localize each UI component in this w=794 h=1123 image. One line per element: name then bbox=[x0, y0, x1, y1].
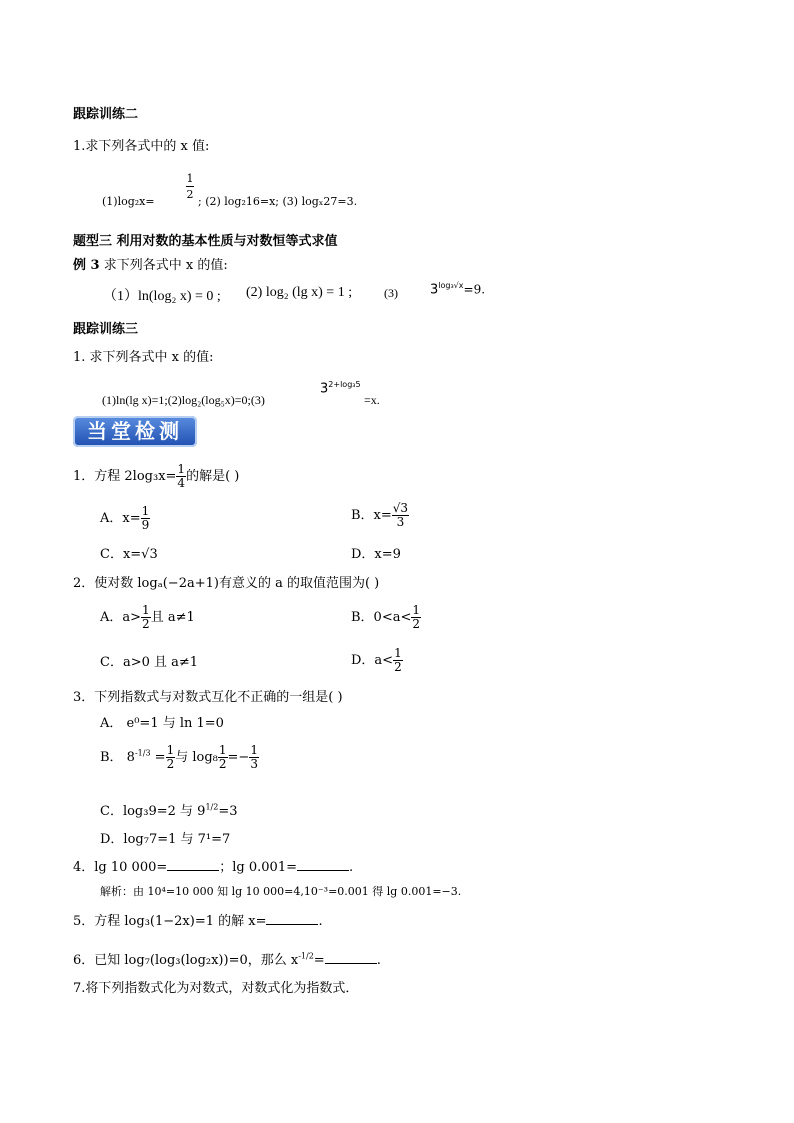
question-1-option-c[interactable]: C．x=√3 bbox=[100, 547, 158, 562]
option-text: B．0<a< bbox=[351, 610, 412, 625]
followup3-title: 跟踪训练三 bbox=[73, 322, 139, 337]
option-text: A．a> bbox=[100, 610, 142, 625]
denominator: 2 bbox=[166, 757, 175, 771]
question-3-option-b[interactable] bbox=[100, 744, 259, 771]
answer-blank[interactable] bbox=[167, 858, 219, 871]
fraction-bar bbox=[186, 186, 194, 187]
option-text: D．a< bbox=[351, 653, 394, 668]
type3-title: 题型三 利用对数的基本性质与对数恒等式求值 bbox=[73, 234, 338, 249]
exp-tail: =9. bbox=[463, 282, 486, 297]
denominator: 2 bbox=[218, 757, 227, 771]
question-text: . bbox=[349, 860, 354, 875]
followup3-exp bbox=[320, 380, 361, 396]
followup3-question: 1. 求下列各式中 x 的值: bbox=[73, 350, 214, 365]
example3 bbox=[73, 254, 228, 273]
exponent: -1/2 bbox=[298, 951, 314, 961]
question-2-option-a[interactable] bbox=[100, 604, 195, 631]
question-text: = bbox=[313, 953, 325, 968]
example-part3-expr bbox=[430, 281, 485, 297]
question-text: 5．方程 log₃(1−2x)=1 的解 x= bbox=[73, 914, 267, 929]
fraction bbox=[249, 744, 259, 771]
denominator: 2 bbox=[394, 660, 402, 674]
question-3-option-a[interactable]: A． e⁰=1 与 ln 1=0 bbox=[100, 716, 224, 731]
example-text: 求下列各式中 x 的值: bbox=[103, 258, 228, 273]
numerator: 1 bbox=[142, 603, 150, 617]
denominator: 2 bbox=[142, 617, 150, 631]
numerator: 1 bbox=[166, 743, 175, 757]
exp-base: 3 bbox=[430, 282, 439, 298]
question-1-option-b[interactable] bbox=[351, 502, 409, 529]
fraction-numerator: 1 bbox=[186, 172, 194, 185]
fraction-denominator: 2 bbox=[186, 188, 194, 201]
question-3-option-c[interactable] bbox=[100, 800, 237, 819]
question-text: 6．已知 log₇(log₃(log₂x))=0，那么 x bbox=[73, 953, 299, 968]
followup2-question: 1.求下列各式中的 x 值: bbox=[73, 139, 210, 154]
question-text: . bbox=[318, 914, 323, 929]
exp-power: 2+log₃5 bbox=[328, 380, 361, 389]
question-1-option-d[interactable]: D．x=9 bbox=[351, 547, 401, 562]
denominator: 4 bbox=[177, 476, 186, 490]
numerator: 1 bbox=[177, 462, 186, 476]
option-eq: =− bbox=[227, 750, 250, 765]
option-mid: 与 log₈ bbox=[175, 750, 218, 765]
option-tail: =3 bbox=[218, 804, 238, 819]
numerator: 1 bbox=[218, 743, 227, 757]
question-2-option-b[interactable] bbox=[351, 604, 421, 631]
fraction bbox=[393, 647, 403, 674]
followup3-line: (1)ln(lg x)=1;(2)log₂(log₅x)=0;(3) bbox=[102, 393, 265, 407]
section-banner: 当堂检测 bbox=[73, 416, 197, 447]
stem-tail: 的解是( ) bbox=[186, 469, 240, 484]
question-5 bbox=[73, 910, 323, 929]
exp-base: 3 bbox=[320, 381, 329, 397]
question-4-analysis: 解析：由 10⁴=10 000 知 lg 10 000=4,10⁻³=0.001 得 lg 0.001=−3. bbox=[100, 885, 462, 898]
denominator: 3 bbox=[396, 515, 405, 529]
option-text: C．log₃9=2 与 9 bbox=[100, 804, 206, 819]
fraction bbox=[166, 744, 176, 771]
option-text: B．x= bbox=[351, 508, 392, 523]
question-7: 7.将下列指数式化为对数式，对数式化为指数式． bbox=[73, 981, 359, 996]
question-4 bbox=[73, 856, 353, 875]
numerator: 1 bbox=[141, 504, 150, 518]
numerator: 1 bbox=[394, 646, 402, 660]
exponent: -1/3 bbox=[134, 748, 151, 758]
question-2-option-d[interactable] bbox=[351, 647, 403, 674]
denominator: 9 bbox=[141, 518, 150, 532]
question-3-stem: 3．下列指数式与对数式互化不正确的一组是( ) bbox=[73, 690, 343, 705]
exponent: 1/2 bbox=[205, 802, 219, 812]
example-part1: （1）ln(log₂ x) = 0 ; bbox=[103, 289, 221, 304]
question-text: 4．lg 10 000= bbox=[73, 860, 168, 875]
question-6 bbox=[73, 949, 381, 968]
numerator: 1 bbox=[250, 743, 258, 757]
option-text: B． 8 bbox=[100, 750, 135, 765]
fraction bbox=[218, 744, 228, 771]
example-part3-label: (3) bbox=[384, 286, 398, 300]
followup2-title: 跟踪训练二 bbox=[73, 107, 139, 122]
fraction bbox=[392, 502, 409, 529]
answer-blank[interactable] bbox=[325, 951, 377, 964]
question-text: . bbox=[376, 953, 381, 968]
option-text: A．x= bbox=[100, 511, 141, 526]
question-1-option-a[interactable] bbox=[100, 505, 150, 532]
followup2-part1: (1)log₂x= bbox=[102, 195, 155, 208]
stem-text: 1．方程 2log₃x= bbox=[73, 469, 177, 484]
denominator: 2 bbox=[412, 617, 421, 631]
question-3-option-d[interactable]: D．log₇7=1 与 7¹=7 bbox=[100, 832, 231, 847]
option-eq: = bbox=[150, 750, 166, 765]
numerator: 1 bbox=[412, 603, 421, 617]
option-tail: 且 a≠1 bbox=[150, 610, 195, 625]
exp-power: log₃√x bbox=[438, 281, 464, 290]
fraction bbox=[141, 505, 151, 532]
followup2-rest: ; (2) log₂16=x; (3) logₓ27=3. bbox=[198, 195, 358, 208]
answer-blank[interactable] bbox=[297, 858, 349, 871]
followup2-fraction bbox=[186, 172, 194, 201]
fraction bbox=[411, 604, 421, 631]
question-2-option-c[interactable]: C．a>0 且 a≠1 bbox=[100, 655, 199, 670]
followup3-tail: =x. bbox=[364, 393, 380, 407]
example-part2: (2) log₂ (lg x) = 1 ; bbox=[246, 285, 353, 300]
question-1-stem bbox=[73, 463, 239, 490]
question-text: ；lg 0.001= bbox=[219, 860, 297, 875]
fraction bbox=[141, 604, 151, 631]
answer-blank[interactable] bbox=[266, 912, 318, 925]
example-label: 例 3 bbox=[73, 258, 100, 273]
fraction bbox=[176, 463, 186, 490]
question-2-stem: 2．使对数 logₐ(−2a+1)有意义的 a 的取值范围为( ) bbox=[73, 576, 380, 591]
numerator: √3 bbox=[392, 501, 409, 515]
denominator: 3 bbox=[250, 757, 258, 771]
